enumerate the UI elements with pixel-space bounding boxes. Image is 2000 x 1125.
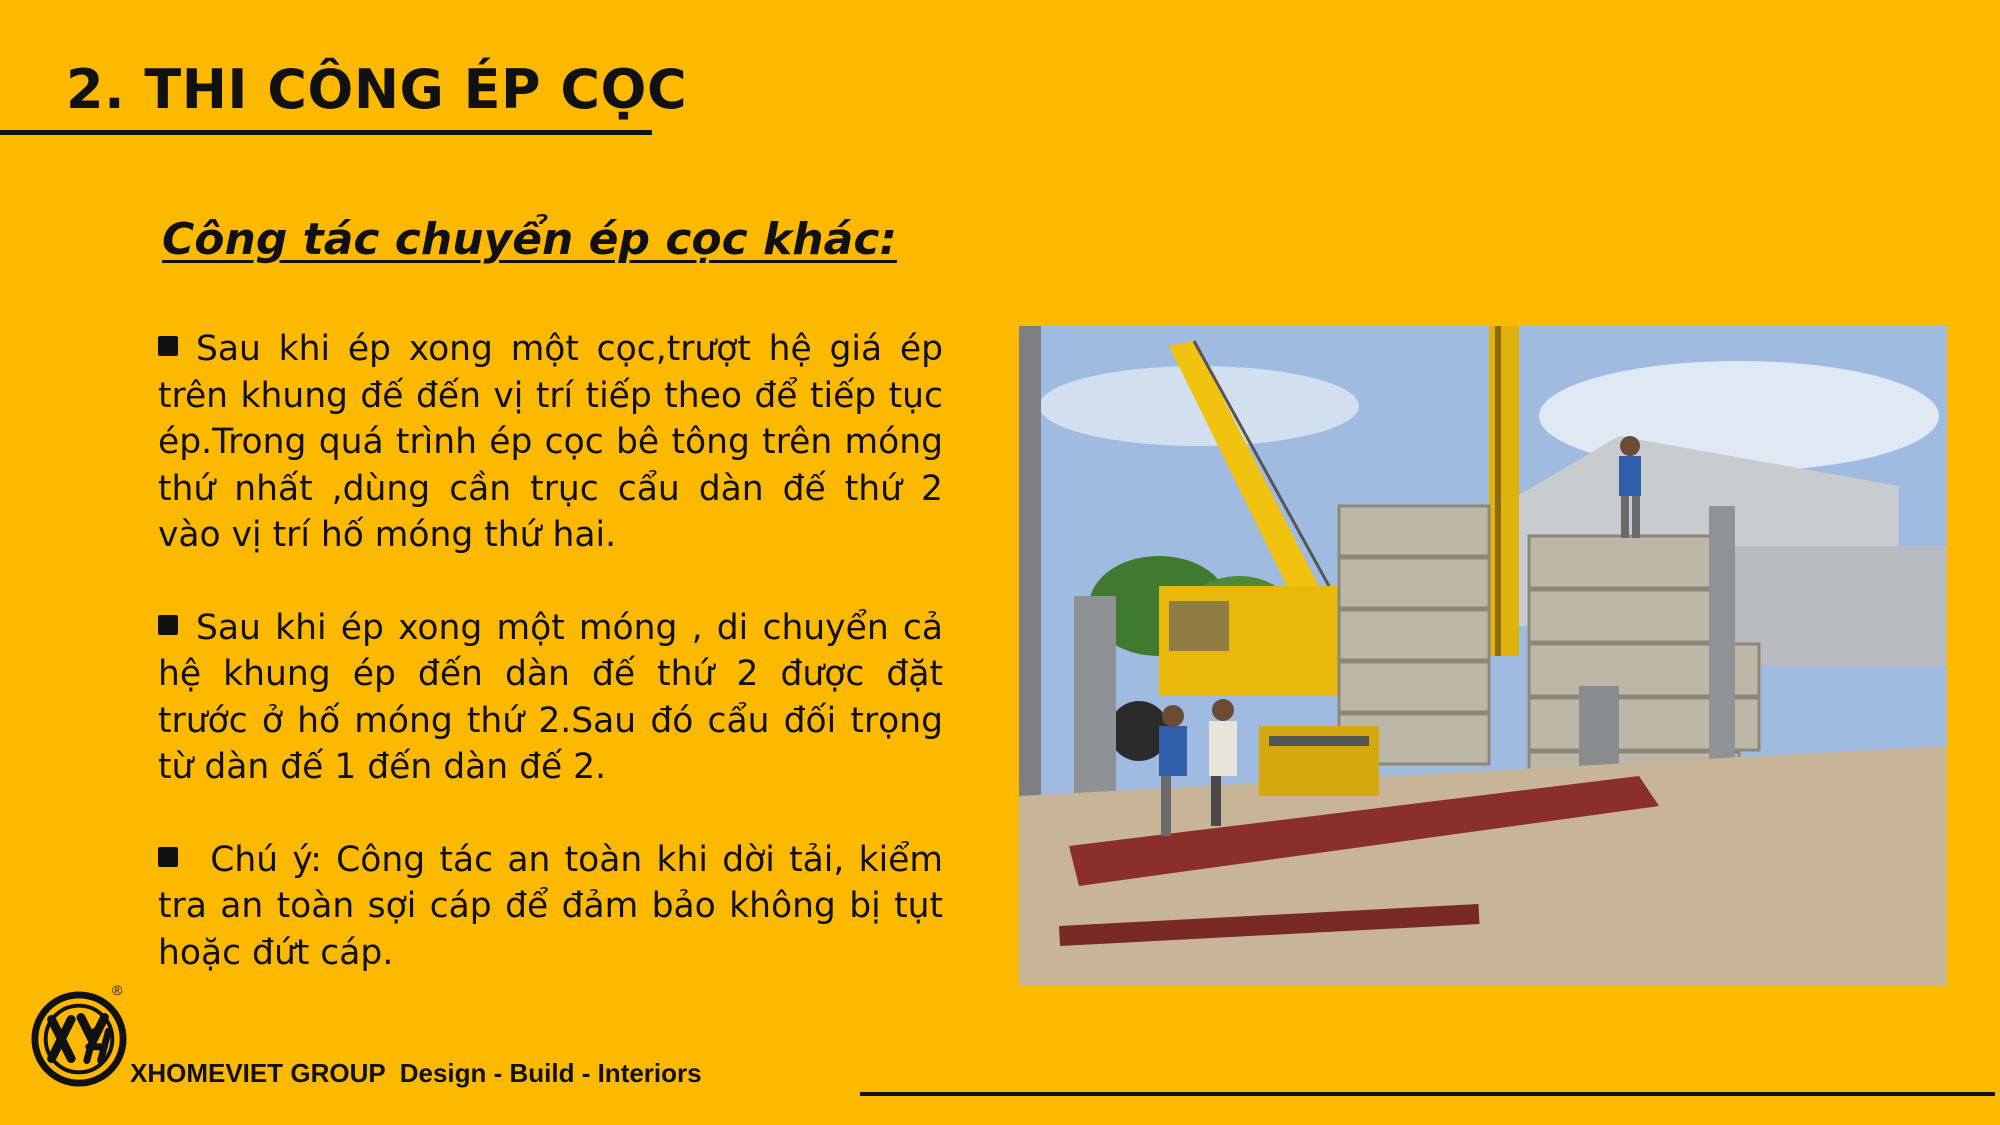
registered-mark: ® xyxy=(112,982,123,998)
section-heading: Công tác chuyển ép cọc khác: xyxy=(162,214,898,265)
company-tagline: Design - Build - Interiors xyxy=(399,1058,702,1088)
bullet-text: Sau khi ép xong một cọc,trượt hệ giá ép trên khung đế đến vị trí tiếp theo để tiếp tục ép.Trong quá trình ép cọc bê tông trên móng thứ nhất ,dùng cần trục cẩu dàn đế thứ 2 vào vị trí hố móng thứ hai. xyxy=(158,329,943,555)
title-underline xyxy=(0,130,652,135)
square-bullet-icon xyxy=(158,336,178,356)
bullet-item xyxy=(158,837,943,977)
bullet-text: Sau khi ép xong một móng , di chuyển cả hệ khung ép đến dàn đế thứ 2 được đặt trước ở hố móng thứ 2.Sau đó cẩu đối trọng từ dàn đế 1 đến dàn đế 2. xyxy=(158,607,943,787)
construction-site-photo xyxy=(1019,326,1947,986)
bullet-list xyxy=(158,326,943,1022)
bullet-text: Chú ý: Công tác an toàn khi dời tải, kiểm tra an toàn sợi cáp để đảm bảo không bị tụt hoặc đứt cáp. xyxy=(158,839,943,973)
company-name: XHOMEVIET GROUP xyxy=(130,1058,386,1088)
square-bullet-icon xyxy=(158,615,178,635)
bullet-item xyxy=(158,326,943,559)
slide-title: 2. THI CÔNG ÉP CỌC xyxy=(66,58,688,121)
square-bullet-icon xyxy=(158,847,178,867)
bullet-item xyxy=(158,605,943,791)
brand-line xyxy=(130,1058,702,1089)
footer-rule xyxy=(860,1092,1995,1096)
xhomeviet-logo-icon xyxy=(30,990,128,1088)
